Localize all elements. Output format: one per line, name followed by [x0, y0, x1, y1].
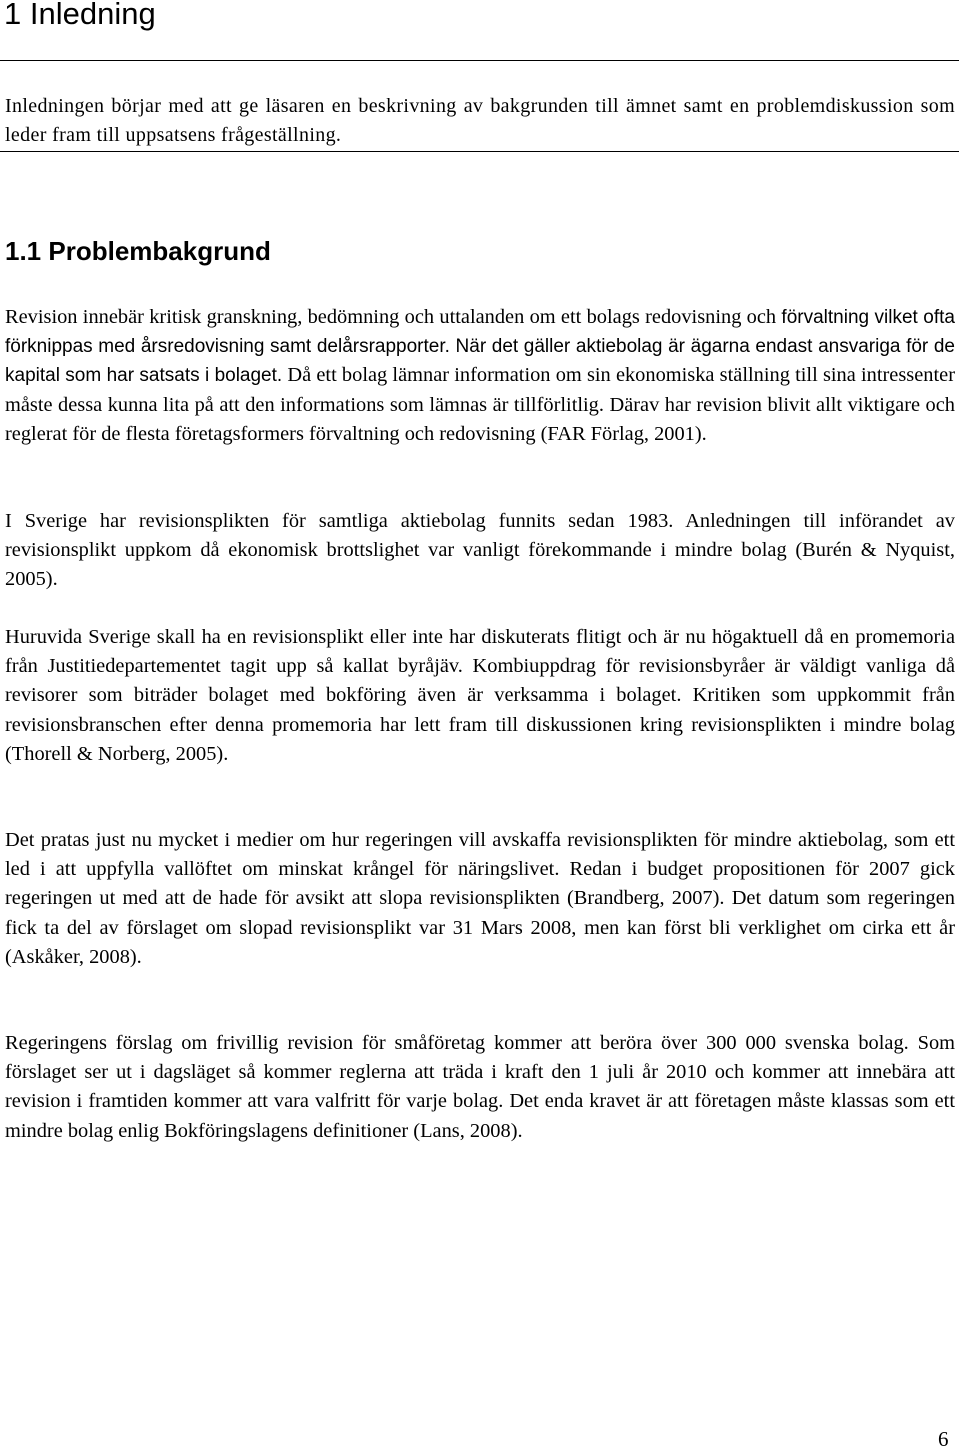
paragraph-revision-part-2: förvaltning vilket ofta förknippas med årsredovisning samt delårsrapporter. När det gäller aktiebolag är ägarna endast ansvariga för de kapital som har satsats i bolaget.: [5, 307, 955, 387]
paragraph-regeringen: Regeringens förslag om frivillig revision för småföretag kommer att beröra över 300 000 svenska bolag. Som förslaget ser ut i dagsläget så kommer reglerna att träda i kraft den 1 juli år 2010 och kommer att innebära att revision i framtiden kommer att vara valfritt för varje bolag. Det enda kravet är att företagen måste klassas som ett mindre bolag enlig Bokföringslagens definitioner (Lans, 2008).: [5, 1032, 955, 1142]
paragraph-revision-part-1: Revision innebär kritisk granskning, bedömning och uttalanden om ett bolags redovisning och: [5, 306, 782, 328]
paragraph-sverige: I Sverige har revisionsplikten för samtliga aktiebolag funnits sedan 1983. Anledningen till införandet av revisionsplikt uppkom då ekonomisk brottslighet var vanligt förekommande i mindre bolag (Burén & Nyquist, 2005).: [5, 510, 955, 591]
paragraph-medier: Det pratas just nu mycket i medier om hur regeringen vill avskaffa revisionsplikten för mindre aktiebolag, som ett led i att uppfylla vallöftet om minskat krångel för näringslivet. Redan i budget propositionen för 2007 gick regeringen ut med att de hade för avsikt att slopa revisionsplikten (Brandberg, 2007). Det datum som regeringen fick ta del av förslaget om slopad revisionsplikt var 31 Mars 2008, men kan först bli verklighet om cirka ett år (Askåker, 2008).: [5, 829, 955, 968]
paragraph-huruvida: Huruvida Sverige skall ha en revisionsplikt eller inte har diskuterats flitigt och är nu högaktuell då en promemoria från Justitiedepartementet tagit upp så kallat byråjäv. Kombiuppdrag för revisionsbyråer är väldigt vanliga då revisorer som biträder bolaget med bokföring även är verksamma i bolaget. Kritiken som uppkommit från revisionsbranschen efter denna promemoria har lett fram till diskussionen kring revisionsplikten i mindre bolag (Thorell & Norberg, 2005).: [5, 626, 955, 765]
chapter-heading: 1 Inledning: [4, 0, 156, 31]
intro-paragraph: Inledningen börjar med att ge läsaren en beskrivning av bakgrunden till ämnet samt en problemdiskussion som leder fram till uppsatsens frågeställning.: [5, 95, 955, 146]
paragraph-revision-part-3: Då ett bolag lämnar information om sin ekonomiska ställning till sina intressenter måste dessa kunna lita på att den informations som lämnas är tillförlitlig. Därav har revision blivit allt viktigare och reglerat för de flesta företagsformers förvaltning och redovisning (FAR Förlag, 2001).: [5, 364, 955, 445]
section-heading: 1.1 Problembakgrund: [5, 236, 271, 266]
paragraph-revision: [5, 303, 955, 449]
page-number: 6: [938, 1427, 949, 1451]
